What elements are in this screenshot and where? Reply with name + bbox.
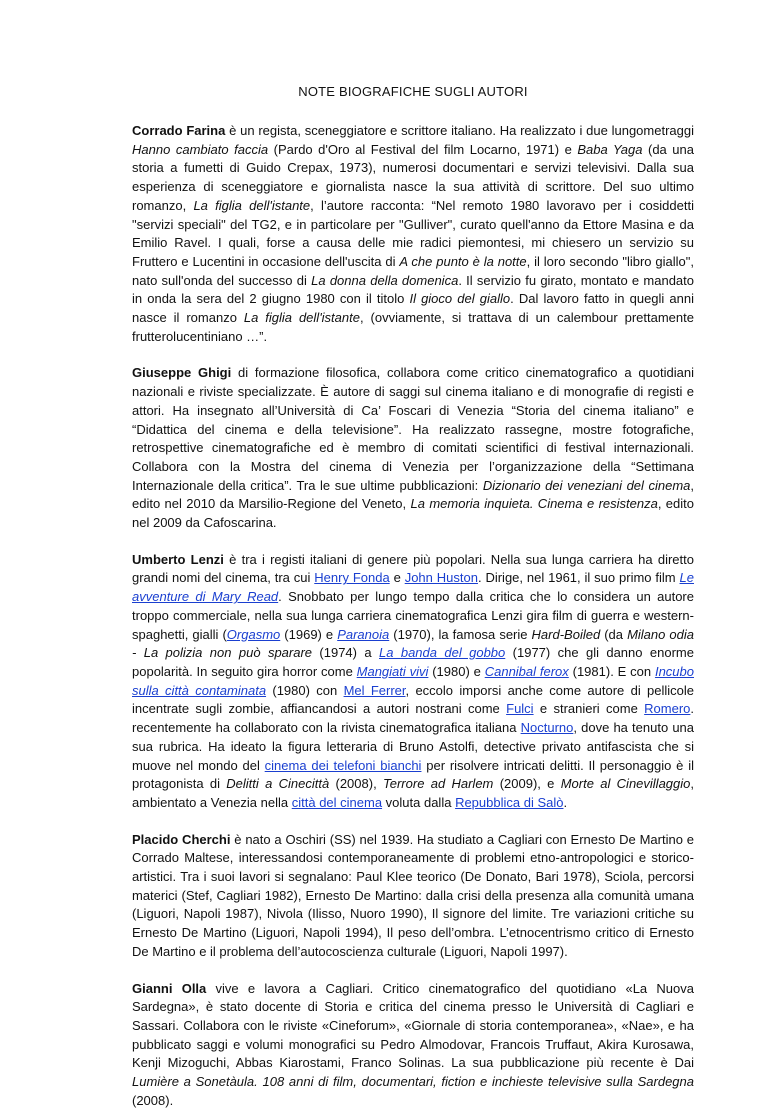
book-title: Terrore ad Harlem [383, 776, 494, 792]
author-name: Giuseppe Ghigi [132, 365, 232, 381]
book-title: A che punto è la notte [399, 253, 527, 269]
link-mel-ferrer[interactable]: Mel Ferrer [343, 682, 406, 698]
book-title: La memoria inquieta. Cinema e resistenza [410, 496, 658, 512]
bio-placido-cherchi: Placido Cherchi è nato a Oschiri (SS) nel 1939. Ha studiato a Cagliari con Ernesto De Martino e Corrado Maltese, interessandosi contemporaneamente di problemi etno-antropologici e storico-artistici. Tra i suoi lavori si segnalano: Paul Klee teorico (De Donato, Bari 1978), Sciola, percorsi materici (Stef, Cagliari 1982), Ernesto De Martino: dalla crisi della presenza alla comunità umana (Liguori, Napoli 1987), Nivola (Ilisso, Nuoro 1990), Il signore del limite. Tre variazioni critiche su Ernesto De Martino (Liguori, Napoli 1994), Il peso dell’ombra. L’etnocentrismo critico di Ernesto De Martino e il problema dell’autocoscienza culturale (Liguori, Napoli 1997). [132, 831, 694, 959]
link-incubo-sulla-citta-contaminata[interactable]: Incubo sulla città contaminata [132, 663, 694, 698]
link-john-huston[interactable]: John Huston [404, 570, 478, 586]
bio-giuseppe-ghigi: Giuseppe Ghigi di formazione filosofica, collabora come critico cinematografico a quotidiani nazionali e riviste specializzate. È autore di saggi sul cinema italiano e di monografie di registi e attori. Ha insegnato all’Università di Ca’ Foscari di Venezia “Storia del cinema italiano” e “Didattica del cinema e della televisione”. Ha realizzato rassegne, mostre fotografiche, retrospettive cinematografiche ed è membro di comitati scientifici di festival internazionali. Collabora con la Mostra del cinema di Venezia per l’organizzazione della “Settimana Internazionale della critica”. Tra le sue ultime pubblicazioni: Dizionario dei veneziani del cinema, edito nel 2010 da Marsilio-Regione del Veneto, La memoria inquieta. Cinema e resistenza, edito nel 2009 da Cafoscarina. [132, 365, 695, 531]
film-title: Milano odia - La polizia non può sparare [132, 626, 694, 661]
author-name: Umberto Lenzi [132, 551, 224, 567]
book-title: Morte al Cinevillaggio [560, 776, 691, 792]
link-romero[interactable]: Romero [644, 701, 691, 717]
book-title: La figlia dell'istante [243, 310, 360, 326]
link-henry-fonda[interactable]: Henry Fonda [314, 570, 390, 586]
link-fulci[interactable]: Fulci [506, 701, 534, 717]
author-name: Placido Cherchi [132, 831, 231, 847]
bio-corrado-farina: Corrado Farina è un regista, sceneggiatore e scrittore italiano. Ha realizzato i due lungometraggi Hanno cambiato faccia (Pardo d'Oro al Festival del film Locarno, 1971) e Baba Yaga (da una storia a fumetti di Guido Crepax, 1973), numerosi documentari e servizi televisivi. Dalla sua esperienza di sceneggiatore e giornalista nasce la sua attività di scrittore. Del suo ultimo romanzo, La figlia dell'istante, l’autore racconta: “Nel remoto 1980 lavoravo per i cosiddetti "servizi speciali" del TG2, e in particolare per "Gulliver", curato quell'anno da Ettore Masina e da Emilio Ravel. I quali, forse a causa delle mie radici piemontesi, mi chiesero un servizio su Fruttero e Lucentini in occasione dell'uscita di A che punto è la notte, il loro secondo "libro giallo", nato sull'onda del successo di La donna della domenica. Il servizio fu girato, montato e mandato in onda la sera del 2 giugno 1980 con il titolo Il gioco del giallo. Dal lavoro fatto in quegli anni nasce il romanzo La figlia dell'istante, (ovviamente, si trattava di un calembour prettamente frutterolucentiniano …”. [132, 123, 695, 344]
series-title: Hard-Boiled [531, 626, 601, 642]
bio-umberto-lenzi: Umberto Lenzi è tra i registi italiani di genere più popolari. Nella sua lunga carriera ha diretto grandi nomi del cinema, tra cui Henry Fonda e John Huston. Dirige, nel 1961, il suo primo film Le avventure di Mary Read. Snobbato per lungo tempo dalla critica che lo considera un autore troppo commerciale, nella sua lunga carriera cinematografica Lenzi gira film di guerra e western-spaghetti, gialli (Orgasmo (1969) e Paranoia (1970), la famosa serie Hard-Boiled (da Milano odia - La polizia non può sparare (1974) a La banda del gobbo (1977) che gli danno enorme popolarità. In seguito gira horror come Mangiati vivi (1980) e Cannibal ferox (1981). E con Incubo sulla città contaminata (1980) con Mel Ferrer, eccolo imporsi anche come autore di pellicole incentrate sugli zombie, affiancandosi a autori nostrani come Fulci e stranieri come Romero. recentemente ha collaborato con la rivista cinematografica italiana Nocturno, dove ha tenuto una sua rubrica. Ha ideato la figura letteraria di Bruno Astolfi, detective privato antifascista che si muove nel mondo del cinema dei telefoni bianchi per risolvere intricati delitti. Il personaggio è il protagonista di Delitti a Cinecittà (2008), Terrore ad Harlem (2009), e Morte al Cinevillaggio, ambientato a Venezia nella città del cinema voluta dalla Repubblica di Salò. [132, 551, 695, 810]
book-title: La figlia dell'istante [193, 197, 311, 213]
document-title: NOTE BIOGRAFICHE SUGLI AUTORI [298, 84, 528, 99]
link-le-avventure-di-mary-read[interactable]: Le avventure di Mary Read [132, 570, 694, 605]
book-title: Delitti a Cinecittà [226, 776, 330, 792]
link-cannibal-ferox[interactable]: Cannibal ferox [484, 663, 569, 679]
link-cinema-dei-telefoni-bianchi[interactable]: cinema dei telefoni bianchi [264, 757, 422, 773]
book-title: Lumière a Sonetàula. 108 anni di film, documentari, fiction e inchieste televisive sulla Sardegna [132, 1074, 694, 1090]
link-paranoia[interactable]: Paranoia [337, 626, 390, 642]
link-nocturno[interactable]: Nocturno [520, 720, 574, 736]
film-title: Baba Yaga [577, 141, 643, 157]
link-mangiati-vivi[interactable]: Mangiati vivi [356, 663, 429, 679]
program-title: Il gioco del giallo [409, 291, 511, 307]
author-name: Gianni Olla [132, 980, 207, 996]
link-repubblica-di-salo[interactable]: Repubblica di Salò [455, 794, 564, 810]
film-title: Hanno cambiato faccia [132, 141, 269, 157]
author-name: Corrado Farina [132, 123, 226, 138]
book-title: Dizionario dei veneziani del cinema [482, 477, 691, 493]
book-title: La donna della domenica [311, 272, 459, 288]
link-la-banda-del-gobbo[interactable]: La banda del gobbo [379, 645, 506, 661]
link-citta-del-cinema[interactable]: città del cinema [291, 794, 383, 810]
link-orgasmo[interactable]: Orgasmo [226, 626, 281, 642]
bio-gianni-olla: Gianni Olla vive e lavora a Cagliari. Critico cinematografico del quotidiano «La Nuova Sardegna», è stato docente di Storia e critica del cinema presso le Università di Cagliari e Sassari. Collabora con le riviste «Cineforum», «Giornale di storia contemporanea», «Nae», e ha pubblicato saggi e volumi monografici su Pedro Almodovar, Francois Truffaut, Akira Kurosawa, Kenji Mizoguchi, Abbas Kiarostami, Franco Solinas. La sua pubblicazione più recente è Dai Lumière a Sonetàula. 108 anni di film, documentari, fiction e inchieste televisive sulla Sardegna (2008). [132, 980, 695, 1108]
